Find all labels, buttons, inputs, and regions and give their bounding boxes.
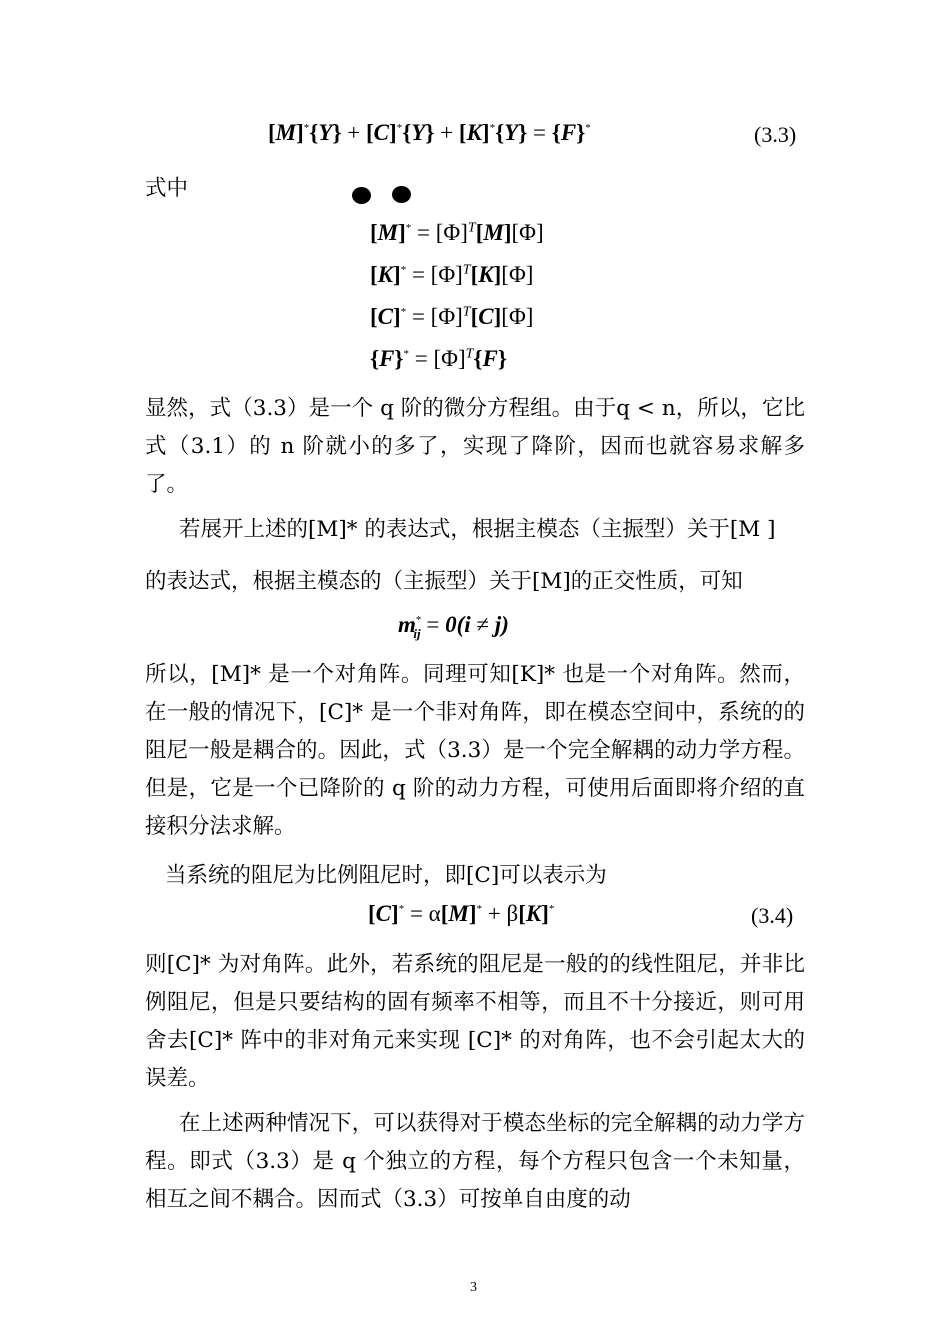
equation-3-3: [M]*{Y} + [C]*{Y} + [K]*{Y} = {F}* — [268, 120, 591, 145]
orthogonality-equation: $m^*_{ij} = 0(i \ne j)$ — [398, 612, 509, 641]
page-number: 3 — [470, 1280, 477, 1295]
paragraph-6: 在上述两种情况下，可以获得对于模态坐标的完全解耦的动力学方程。即式（3.3）是 q 个独立的方程，每个方程只包含一个未知量，相互之间不耦合。因而式（3.3）可按单自由度的动 — [145, 1111, 805, 1212]
equation-3-4: [C]* = α[M]* + β[K]* — [368, 901, 555, 926]
paragraph-5: 则[C]* 为对角阵。此外，若系统的阻尼是一般的的线性阻尼，并非比例阻尼，但是只要结构的固有频率不相等，而且不十分接近，则可用舍去[C]* 阵中的非对角元来实现 [C]* 的对角阵，也不会引起太大的误差。 — [145, 952, 805, 1091]
equation-3-4-number: (3.4) — [751, 903, 794, 928]
definition-k: $[K]^* = [\Phi]^T[K][\Phi]$ — [370, 262, 534, 287]
paragraph-3: 所以，[M]* 是一个对角阵。同理可知[K]* 也是一个对角阵。然而，在一般的情况下，[C]* 是一个非对角阵，即在模态空间中，系统的的阻尼一般是耦合的。因此，式（3.3）是一个完全解耦的动力学方程。但是，它是一个已降阶的 q 阶的动力方程，可使用后面即将介绍的直接积分法求解。 — [145, 662, 805, 839]
paragraph-1: 显然，式（3.3）是一个 q 阶的微分方程组。由于q < n，所以，它比式（3.1）的 n 阶就小的多了，实现了降阶，因而也就容易求解多了。 — [145, 396, 805, 497]
where-label: 式中 — [145, 176, 189, 201]
paragraph-2-line-1: 若展开上述的[M]* 的表达式，根据主模态（主振型）关于[M ] — [179, 517, 776, 542]
equation-3-3-number: (3.3) — [754, 122, 797, 147]
definition-m: $[M]^* = [\Phi]^T[M][\Phi]$ — [370, 220, 544, 245]
paragraph-2-line-2: 的表达式，根据主模态的（主振型）关于[M]的正交性质，可知 — [145, 569, 743, 594]
dot-mark — [352, 187, 371, 204]
definition-c: $[C]^* = [\Phi]^T[C][\Phi]$ — [370, 304, 534, 329]
dot-mark — [392, 186, 411, 203]
definition-f: $\{F\}^* = [\Phi]^T\{F\}$ — [370, 346, 507, 371]
paragraph-4: 当系统的阻尼为比例阻尼时，即[C]可以表示为 — [165, 863, 607, 888]
